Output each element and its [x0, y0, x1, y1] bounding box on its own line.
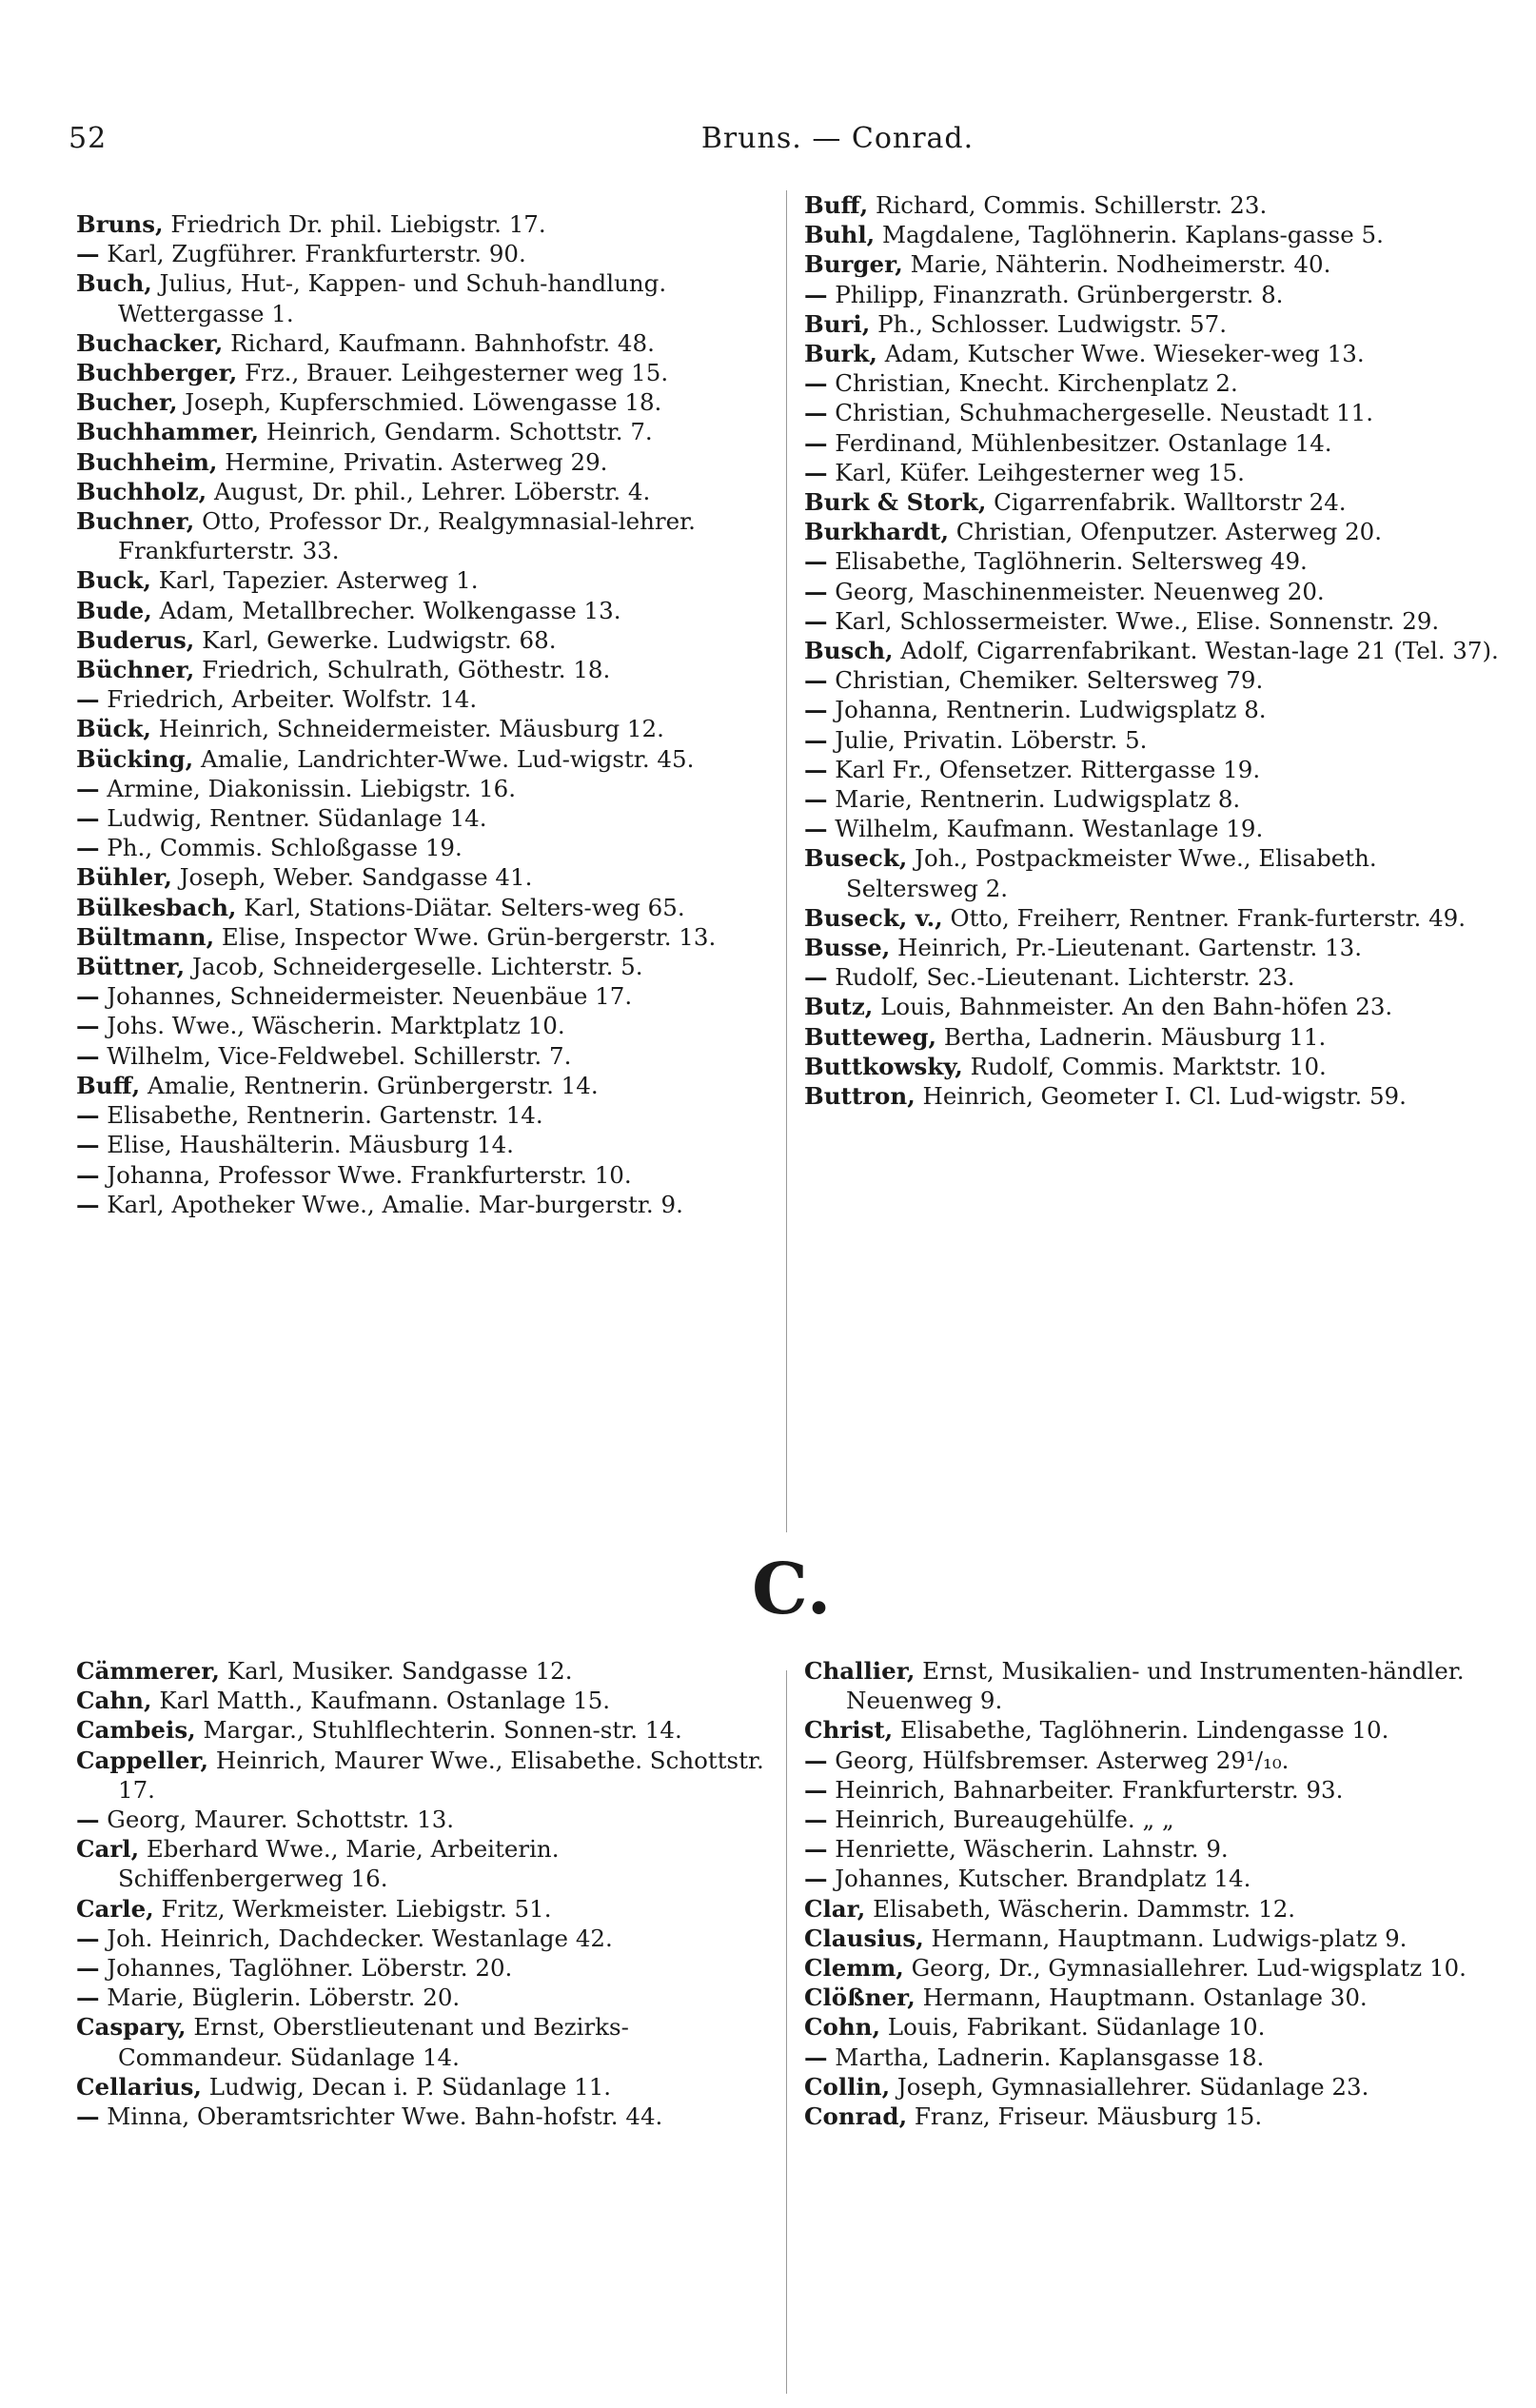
entry-details: Wilhelm, Vice-Feldwebel. Schillerstr. 7.: [107, 1041, 572, 1070]
entry-name: Buchacker,: [76, 328, 224, 357]
entry-details: Adam, Kutscher Wwe. Wieseker-weg 13.: [884, 340, 1365, 368]
entry-name: —: [76, 1924, 100, 1952]
entry-details: Karl, Stations-Diätar. Selters-weg 65.: [244, 893, 685, 921]
entry-name: Bucher,: [76, 388, 178, 417]
directory-entry: [804, 606, 1508, 636]
entry-name: Carle,: [76, 1894, 154, 1923]
page-number: 52: [69, 122, 108, 155]
directory-entry: [76, 1834, 780, 1893]
entry-details: Otto, Freiherr, Rentner. Frank-furterstr. 49.: [950, 903, 1467, 932]
directory-entry: [804, 398, 1508, 427]
entry-details: Minna, Oberamtsrichter Wwe. Bahn-hofstr. 44.: [107, 2102, 663, 2131]
entry-details: Joseph, Weber. Sandgasse 41.: [179, 863, 533, 892]
directory-entry: [76, 803, 780, 833]
entry-details: Wilhelm, Kaufmann. Westanlage 19.: [835, 815, 1264, 843]
directory-entry: [76, 1715, 780, 1745]
directory-entry: [76, 655, 780, 684]
directory-entry: [76, 625, 780, 655]
section-letter-heading: C.: [752, 1549, 832, 1630]
entry-name: —: [76, 834, 100, 862]
entry-name: Buhl,: [804, 221, 876, 249]
entry-name: Buttkowsky,: [804, 1052, 963, 1080]
entry-name: —: [76, 1041, 100, 1070]
entry-name: Collin,: [804, 2072, 891, 2101]
directory-entry: [76, 893, 780, 922]
entry-name: Buderus,: [76, 625, 195, 654]
directory-entry: [76, 774, 780, 803]
entry-name: —: [76, 1101, 100, 1130]
entry-details: Georg, Maschinenmeister. Neuenweg 20.: [835, 577, 1325, 605]
entry-details: Christian, Chemiker. Seltersweg 79.: [835, 666, 1264, 695]
directory-entry: [804, 1894, 1508, 1924]
directory-entry: [804, 487, 1508, 517]
directory-entry: [76, 1953, 780, 1983]
entry-name: —: [804, 428, 828, 457]
entry-name: Butz,: [804, 993, 874, 1021]
entry-details: Cigarrenfabrik. Walltorstr 24.: [994, 488, 1347, 517]
entry-name: Bück,: [76, 715, 151, 743]
directory-entry: [804, 2102, 1508, 2131]
directory-entry: [76, 744, 780, 774]
entry-details: Elisabethe, Taglöhnerin. Lindengasse 10.: [899, 1716, 1389, 1745]
entry-name: Buchheim,: [76, 447, 218, 476]
entry-details: Johannes, Schneidermeister. Neuenbäue 17.: [107, 982, 633, 1011]
entry-name: —: [804, 666, 828, 695]
entry-details: Amalie, Rentnerin. Grünbergerstr. 14.: [147, 1071, 599, 1099]
entry-name: —: [76, 685, 100, 714]
entry-name: —: [76, 982, 100, 1011]
directory-entry: [804, 1775, 1508, 1805]
entry-name: Cahn,: [76, 1687, 152, 1715]
directory-entry: [804, 428, 1508, 458]
directory-entry: [76, 1190, 780, 1219]
entry-details: Joh., Postpackmeister Wwe., Elisabeth. Seltersweg 2.: [846, 844, 1377, 902]
entry-details: Heinrich, Schneidermeister. Mäusburg 12.: [158, 715, 664, 743]
directory-entry: [804, 1805, 1508, 1834]
directory-entry: [76, 477, 780, 506]
entry-details: Marie, Rentnerin. Ludwigsplatz 8.: [835, 785, 1241, 814]
directory-entry: [76, 358, 780, 387]
entry-name: Clemm,: [804, 1954, 904, 1983]
entry-details: Heinrich, Bahnarbeiter. Frankfurterstr. 93.: [835, 1775, 1344, 1804]
directory-entry: [76, 1011, 780, 1040]
entry-name: —: [76, 2102, 100, 2131]
entry-details: Karl, Gewerke. Ludwigstr. 68.: [202, 625, 557, 654]
entry-details: Karl, Musiker. Sandgasse 12.: [226, 1657, 573, 1685]
entry-details: Karl, Küfer. Leihgesterner weg 15.: [835, 458, 1245, 486]
entry-name: Cohn,: [804, 2013, 880, 2042]
entry-name: Buttron,: [804, 1082, 916, 1111]
directory-entry: [804, 725, 1508, 755]
entry-name: Cellarius,: [76, 2072, 202, 2101]
entry-details: Magdalene, Taglöhnerin. Kaplans-gasse 5.: [881, 221, 1384, 249]
entry-name: —: [76, 1806, 100, 1834]
entry-details: Elise, Haushälterin. Mäusburg 14.: [107, 1131, 514, 1159]
entry-name: Cämmerer,: [76, 1657, 220, 1685]
entry-name: Buseck,: [804, 844, 908, 873]
directory-entry: [76, 833, 780, 862]
entry-details: Heinrich, Pr.-Lieutenant. Gartenstr. 13.: [897, 934, 1363, 962]
entry-name: Busse,: [804, 934, 891, 962]
entry-name: Cappeller,: [76, 1746, 209, 1774]
directory-entry: [804, 1924, 1508, 1953]
entry-name: Butteweg,: [804, 1022, 937, 1051]
entry-details: Johannes, Taglöhner. Löberstr. 20.: [107, 1954, 513, 1983]
entry-details: Jacob, Schneidergeselle. Lichterstr. 5.: [192, 953, 643, 981]
directory-entry: [804, 1953, 1508, 1983]
directory-entry: [76, 1130, 780, 1159]
entry-details: Friedrich Dr. phil. Liebigstr. 17.: [170, 210, 546, 238]
entry-details: Karl, Schlossermeister. Wwe., Elise. Sonnenstr. 29.: [835, 606, 1440, 635]
directory-entry: [76, 922, 780, 952]
entry-details: Frz., Brauer. Leihgesterner weg 15.: [245, 359, 669, 387]
directory-entry: [804, 784, 1508, 814]
entry-name: —: [804, 1865, 828, 1893]
column-top-left: [76, 209, 780, 1219]
directory-entry: [76, 1160, 780, 1190]
directory-entry: [804, 309, 1508, 339]
entry-name: —: [76, 1984, 100, 2012]
entry-details: Ludwig, Decan i. P. Südanlage 11.: [208, 2072, 612, 2101]
entry-details: Elisabethe, Rentnerin. Gartenstr. 14.: [107, 1101, 543, 1130]
entry-name: Cambeis,: [76, 1716, 196, 1745]
entry-details: Johanna, Rentnerin. Ludwigsplatz 8.: [835, 696, 1267, 724]
directory-entry: [76, 1983, 780, 2012]
entry-name: Christ,: [804, 1716, 894, 1745]
directory-entry: [804, 280, 1508, 309]
entry-details: Friedrich, Arbeiter. Wolfstr. 14.: [107, 685, 478, 714]
entry-name: —: [804, 547, 828, 576]
directory-entry: [76, 684, 780, 714]
entry-details: Karl Fr., Ofensetzer. Rittergasse 19.: [835, 755, 1261, 783]
entry-name: Challier,: [804, 1657, 916, 1685]
entry-name: Burger,: [804, 250, 903, 279]
directory-entry: [804, 1052, 1508, 1081]
directory-entry: [804, 339, 1508, 368]
entry-details: Hermann, Hauptmann. Ostanlage 30.: [922, 1984, 1368, 2012]
entry-details: Ph., Schlosser. Ludwigstr. 57.: [877, 309, 1228, 338]
directory-entry: [76, 981, 780, 1011]
entry-details: Henriette, Wäscherin. Lahnstr. 9.: [835, 1835, 1229, 1864]
entry-name: Bude,: [76, 596, 152, 624]
page-title: Bruns. — Conrad.: [700, 122, 975, 155]
entry-details: Armine, Diakonissin. Liebigstr. 16.: [107, 774, 517, 802]
entry-name: Burk,: [804, 340, 877, 368]
entry-name: —: [804, 369, 828, 398]
entry-details: Karl, Tapezier. Asterweg 1.: [158, 566, 479, 595]
entry-details: Friedrich, Schulrath, Göthestr. 18.: [202, 656, 611, 684]
entry-details: Heinrich, Maurer Wwe., Elisabethe. Schottstr. 17.: [118, 1746, 764, 1804]
directory-entry: [804, 1834, 1508, 1864]
directory-entry: [76, 447, 780, 477]
directory-entry: [76, 506, 780, 565]
entry-name: —: [804, 696, 828, 724]
directory-entry: [804, 2012, 1508, 2042]
directory-entry: [76, 1924, 780, 1953]
column-bottom-right: [804, 1656, 1508, 2131]
entry-details: Heinrich, Gendarm. Schottstr. 7.: [266, 418, 653, 446]
directory-entry: [804, 2043, 1508, 2072]
column-divider-bottom: [786, 1670, 787, 2394]
entry-name: Clar,: [804, 1894, 866, 1923]
directory-entry: [804, 368, 1508, 398]
entry-name: —: [76, 774, 100, 802]
entry-name: —: [804, 577, 828, 605]
directory-entry: [804, 843, 1508, 902]
entry-name: Bruns,: [76, 210, 164, 238]
entry-name: Buseck, v.,: [804, 903, 943, 932]
directory-entry: [76, 714, 780, 743]
entry-name: Büchner,: [76, 656, 195, 684]
entry-name: Bücking,: [76, 744, 194, 773]
entry-name: —: [804, 815, 828, 843]
entry-name: —: [804, 2043, 828, 2071]
directory-entry: [804, 755, 1508, 784]
entry-details: Joh. Heinrich, Dachdecker. Westanlage 42.: [107, 1924, 613, 1952]
directory-entry: [804, 546, 1508, 576]
entry-details: Johanna, Professor Wwe. Frankfurterstr. 10.: [107, 1160, 632, 1189]
entry-name: Conrad,: [804, 2102, 908, 2131]
column-divider-top: [786, 190, 787, 1532]
directory-entry: [76, 952, 780, 981]
entry-name: —: [76, 240, 100, 268]
entry-details: Karl, Apotheker Wwe., Amalie. Mar-burgerstr. 9.: [107, 1190, 683, 1218]
entry-name: Burkhardt,: [804, 518, 949, 546]
entry-name: Buck,: [76, 566, 151, 595]
entry-details: Fritz, Werkmeister. Liebigstr. 51.: [161, 1894, 552, 1923]
entry-details: Joseph, Kupferschmied. Löwengasse 18.: [185, 388, 662, 417]
entry-details: Martha, Ladnerin. Kaplansgasse 18.: [835, 2043, 1265, 2071]
entry-details: Louis, Bahnmeister. An den Bahn-höfen 23.: [880, 993, 1393, 1021]
entry-name: Buchberger,: [76, 359, 238, 387]
entry-details: Adolf, Cigarrenfabrikant. Westan-lage 21 (Tel. 37).: [900, 637, 1499, 665]
entry-name: —: [804, 1835, 828, 1864]
entry-details: Bertha, Ladnerin. Mäusburg 11.: [943, 1022, 1327, 1051]
entry-details: Heinrich, Bureaugehülfe. „ „: [835, 1806, 1174, 1834]
entry-details: Christian, Ofenputzer. Asterweg 20.: [955, 518, 1383, 546]
entry-name: Busch,: [804, 637, 894, 665]
entry-name: —: [804, 1806, 828, 1834]
entry-name: Buchholz,: [76, 477, 207, 505]
entry-details: Johs. Wwe., Wäscherin. Marktplatz 10.: [107, 1012, 565, 1040]
directory-entry: [804, 577, 1508, 606]
entry-name: Buch,: [76, 269, 152, 298]
entry-details: Rudolf, Commis. Marktstr. 10.: [970, 1052, 1327, 1080]
entry-details: Ludwig, Rentner. Südanlage 14.: [107, 804, 487, 833]
directory-entry: [804, 695, 1508, 724]
directory-entry: [76, 1686, 780, 1715]
entry-details: Georg, Dr., Gymnasiallehrer. Lud-wigsplatz 10.: [911, 1954, 1467, 1983]
entry-name: —: [76, 804, 100, 833]
entry-name: —: [804, 755, 828, 783]
entry-details: Julie, Privatin. Löberstr. 5.: [835, 725, 1148, 754]
directory-entry: [76, 2012, 780, 2071]
entry-details: Marie, Büglerin. Löberstr. 20.: [107, 1984, 461, 2012]
directory-entry: [76, 417, 780, 446]
directory-entry: [804, 1746, 1508, 1775]
entry-details: Franz, Friseur. Mäusburg 15.: [914, 2102, 1263, 2131]
directory-entry: [76, 1041, 780, 1071]
entry-name: Clößner,: [804, 1984, 916, 2012]
entry-details: Otto, Professor Dr., Realgymnasial-lehrer. Frankfurterstr. 33.: [118, 507, 696, 565]
directory-entry: [804, 190, 1508, 220]
entry-details: Margar., Stuhlflechterin. Sonnen-str. 14.: [203, 1716, 682, 1745]
entry-details: Adam, Metallbrecher. Wolkengasse 13.: [159, 596, 621, 624]
entry-details: Louis, Fabrikant. Südanlage 10.: [887, 2013, 1266, 2042]
directory-entry: [804, 249, 1508, 279]
directory-entry: [804, 1864, 1508, 1893]
entry-details: Hermine, Privatin. Asterweg 29.: [225, 447, 608, 476]
entry-name: —: [804, 963, 828, 992]
entry-name: —: [76, 1012, 100, 1040]
entry-details: Philipp, Finanzrath. Grünbergerstr. 8.: [835, 280, 1284, 308]
entry-name: Büttner,: [76, 953, 186, 981]
entry-name: —: [804, 725, 828, 754]
directory-entry: [76, 596, 780, 625]
directory-entry: [76, 1656, 780, 1686]
directory-entry: [76, 239, 780, 268]
entry-details: August, Dr. phil., Lehrer. Löberstr. 4.: [213, 477, 651, 505]
directory-entry: [76, 328, 780, 358]
entry-name: Buff,: [76, 1071, 141, 1099]
entry-name: Caspary,: [76, 2013, 187, 2042]
directory-entry: [76, 2072, 780, 2102]
directory-entry: [804, 992, 1508, 1021]
entry-details: Heinrich, Geometer I. Cl. Lud-wigstr. 59.: [922, 1082, 1407, 1111]
directory-entry: [76, 209, 780, 239]
entry-details: Hermann, Hauptmann. Ludwigs-platz 9.: [931, 1924, 1408, 1952]
entry-name: Bülkesbach,: [76, 893, 237, 921]
entry-details: Karl Matth., Kaufmann. Ostanlage 15.: [159, 1687, 611, 1715]
directory-entry: [76, 565, 780, 595]
entry-name: —: [76, 1131, 100, 1159]
directory-entry: [76, 1746, 780, 1805]
directory-entry: [76, 1805, 780, 1834]
entry-name: Bültmann,: [76, 922, 215, 951]
entry-details: Georg, Hülfsbremser. Asterweg 29¹/₁₀.: [835, 1746, 1290, 1774]
entry-details: Ph., Commis. Schloßgasse 19.: [107, 834, 463, 862]
entry-details: Johannes, Kutscher. Brandplatz 14.: [835, 1865, 1251, 1893]
entry-name: —: [804, 1746, 828, 1774]
entry-details: Ernst, Oberstlieutenant und Bezirks-Commandeur. Südanlage 14.: [118, 2013, 629, 2071]
entry-details: Elisabethe, Taglöhnerin. Seltersweg 49.: [835, 547, 1308, 576]
directory-entry: [804, 1081, 1508, 1111]
entry-name: —: [804, 785, 828, 814]
entry-name: Buri,: [804, 309, 871, 338]
entry-name: —: [804, 458, 828, 486]
column-top-right: [804, 190, 1508, 1111]
directory-entry: [76, 1071, 780, 1100]
directory-entry: [804, 220, 1508, 249]
entry-name: Buff,: [804, 191, 869, 219]
directory-entry: [804, 1715, 1508, 1745]
entry-details: Rudolf, Sec.-Lieutenant. Lichterstr. 23.: [835, 963, 1295, 992]
directory-entry: [804, 1983, 1508, 2012]
column-bottom-left: [76, 1656, 780, 2131]
directory-entry: [804, 458, 1508, 487]
entry-details: Marie, Nähterin. Nodheimerstr. 40.: [910, 250, 1331, 279]
entry-details: Georg, Maurer. Schottstr. 13.: [107, 1806, 455, 1834]
entry-details: Ernst, Musikalien- und Instrumenten-händler. Neuenweg 9.: [846, 1657, 1465, 1715]
directory-entry: [76, 2102, 780, 2131]
entry-details: Julius, Hut-, Kappen- und Schuh-handlung. Wettergasse 1.: [118, 269, 667, 327]
directory-entry: [804, 962, 1508, 992]
directory-entry: [804, 903, 1508, 933]
entry-name: —: [804, 606, 828, 635]
entry-name: Carl,: [76, 1835, 140, 1864]
directory-entry: [804, 517, 1508, 546]
directory-entry: [76, 387, 780, 417]
entry-details: Joseph, Gymnasiallehrer. Südanlage 23.: [896, 2072, 1369, 2101]
entry-details: Ferdinand, Mühlenbesitzer. Ostanlage 14.: [835, 428, 1332, 457]
entry-name: Buchner,: [76, 507, 195, 536]
entry-name: Clausius,: [804, 1924, 924, 1952]
entry-name: —: [76, 1190, 100, 1218]
directory-entry: [804, 814, 1508, 843]
directory-entry: [804, 1022, 1508, 1052]
directory-entry: [76, 1894, 780, 1924]
directory-entry: [76, 1100, 780, 1130]
directory-entry: [804, 2072, 1508, 2102]
directory-entry: [804, 636, 1508, 665]
entry-name: Bühler,: [76, 863, 172, 892]
entry-details: Christian, Knecht. Kirchenplatz 2.: [835, 369, 1238, 398]
directory-entry: [804, 1656, 1508, 1715]
entry-name: —: [804, 399, 828, 427]
entry-details: Richard, Commis. Schillerstr. 23.: [875, 191, 1268, 219]
entry-details: Christian, Schuhmachergeselle. Neustadt 11.: [835, 399, 1373, 427]
entry-name: —: [76, 1160, 100, 1189]
directory-entry: [804, 665, 1508, 695]
entry-name: —: [804, 1775, 828, 1804]
entry-details: Eberhard Wwe., Marie, Arbeiterin. Schiffenbergerweg 16.: [118, 1835, 560, 1893]
entry-details: Richard, Kaufmann. Bahnhofstr. 48.: [230, 328, 655, 357]
entry-details: Elise, Inspector Wwe. Grün-bergerstr. 13.: [221, 922, 717, 951]
entry-name: Burk & Stork,: [804, 488, 987, 517]
directory-entry: [76, 862, 780, 892]
entry-name: Buchhammer,: [76, 418, 260, 446]
entry-details: Karl, Zugführer. Frankfurterstr. 90.: [107, 240, 526, 268]
entry-details: Elisabeth, Wäscherin. Dammstr. 12.: [873, 1894, 1296, 1923]
directory-entry: [76, 268, 780, 327]
entry-details: Amalie, Landrichter-Wwe. Lud-wigstr. 45.: [201, 744, 695, 773]
entry-name: —: [76, 1954, 100, 1983]
directory-entry: [804, 933, 1508, 962]
entry-name: —: [804, 280, 828, 308]
